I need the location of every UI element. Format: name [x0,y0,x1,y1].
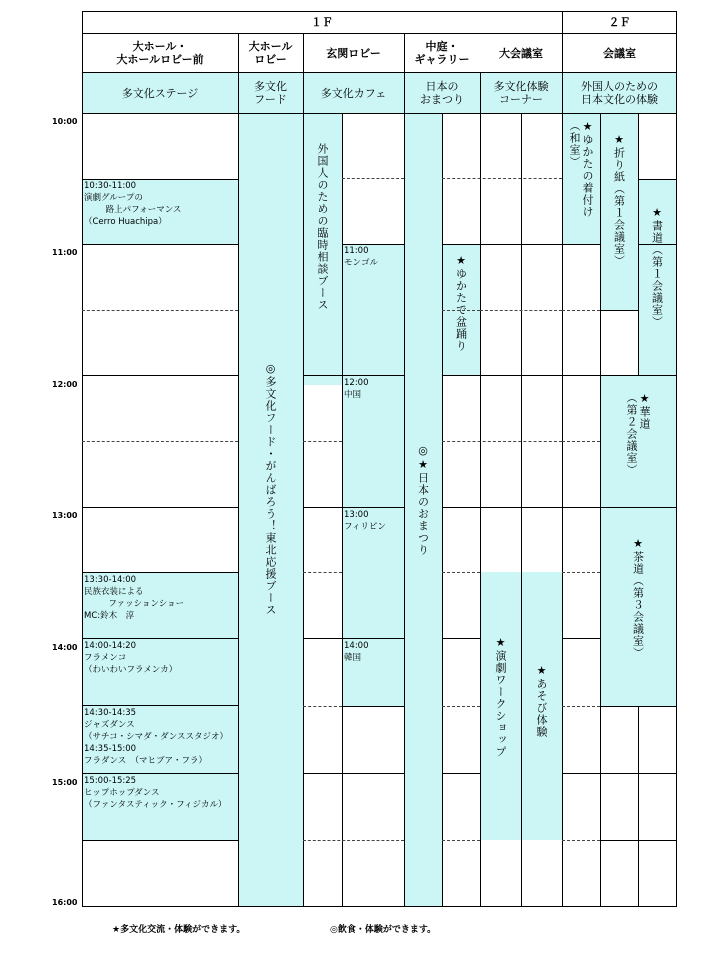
time-label: 11:00 [52,248,78,257]
floor-2f: ２Ｆ [608,15,631,29]
bon-odori-label: ★ゆかたで盆踊り [454,254,468,352]
yukata-label: ★ゆかたの着付け （和室） [568,120,594,218]
time-label: 15:00 [52,778,78,787]
venue-meeting-rooms: 会議室 [603,46,636,60]
section-cafe: 多文化カフェ [320,86,387,100]
venue-big-room: 大会議室 [499,46,543,60]
time-label: 14:00 [52,643,78,652]
venue-entrance-lobby: 玄関ロビー [326,46,381,60]
legend-double: ◎飲食・体験ができます。 [330,925,437,935]
drama-label: ★演劇ワークショップ [494,636,507,758]
venue-courtyard: 中庭・ ギャラリー [414,40,470,66]
time-label: 16:00 [52,898,78,907]
shodo-label: ★書道（第１会議室） [650,206,664,328]
stage-event: 13:30-14:00 民族衣装による ファッションショー MC:鈴木 淳 [84,575,185,621]
festival-label: ◎★日本のおまつり [416,444,430,556]
stage-event: 14:00-14:20 フラメンコ （わいわいフラメンカ） [84,641,178,675]
origami-label: ★折り紙（第１会議室） [612,133,626,267]
legend-star: ★多文化交流・体験ができます。 [112,925,246,935]
play-label: ★あそび体験 [535,664,548,738]
section-corner: 多文化体験 コーナー [493,80,549,106]
kado-label: ★華道 （第２会議室） [625,392,651,476]
section-food: 多文化 フード [254,80,287,106]
cafe-event: 13:00 フィリピン [344,510,386,532]
sado-label: ★茶道（第３会議室） [631,537,645,659]
cafe-event: 11:00 モンゴル [344,246,379,268]
section-culture: 外国人のための 日本文化の体験 [581,80,658,106]
floor-1f: １Ｆ [311,15,333,29]
stage-event: 15:00-15:25 ヒップホップダンス （ファンタスティック・フィジカル） [84,776,227,810]
stage-event: 14:30-14:35 ジャズダンス （サチコ・シマダ・ダンススタジオ） 14:35-15:00 フラダンス （マヒブア・フラ） [84,708,228,766]
section-festival: 日本の おまつり [420,80,464,106]
time-label: 13:00 [52,511,78,520]
time-label: 10:00 [52,117,78,126]
venue-hall: 大ホール・ 大ホールロビー前 [116,40,204,66]
food-booth-label: ◎多文化フード・がんばろう！東北応援ブース [264,362,277,616]
venue-hall-lobby: 大ホール ロビー [248,40,293,66]
cafe-event: 14:00 韓国 [344,641,369,663]
consult-label: 外国人のための臨時相談ブース [316,143,329,311]
cafe-event: 12:00 中国 [344,378,369,400]
time-label: 12:00 [52,380,78,389]
stage-event: 10:30-11:00 演劇グループの 路上パフォーマンス （Cerro Huachipa） [84,181,182,227]
section-stage: 多文化ステージ [121,86,199,100]
